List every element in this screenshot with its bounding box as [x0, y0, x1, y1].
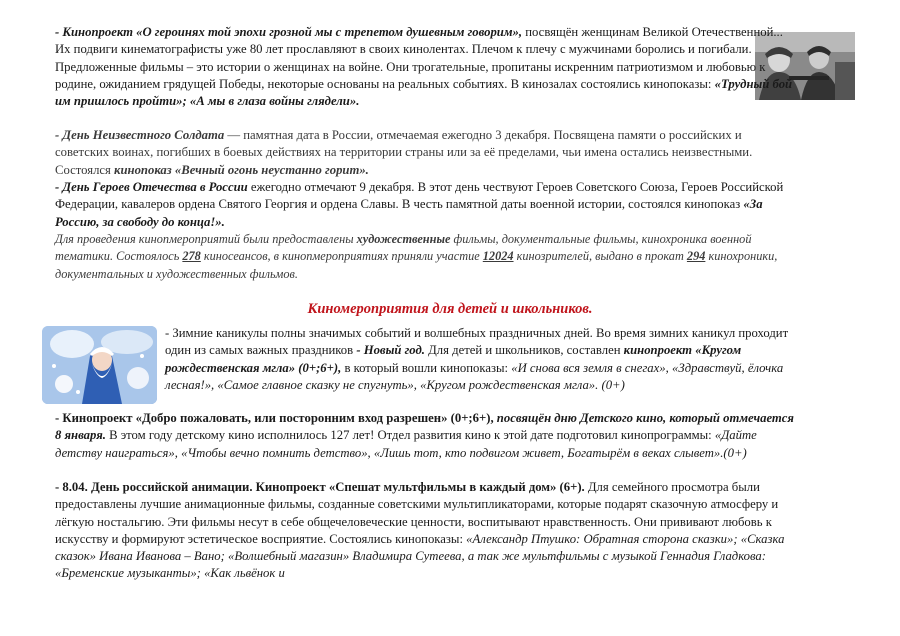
new-year-cartoon-art [42, 326, 157, 404]
children-cinema-project-title: - Кинопроект «Добро пожаловать, или посторонним вход разрешен» (0+;6+), [55, 411, 494, 425]
project-heroines-films: «Трудный бой им пришлось пройти»; «А мы в глаза войны глядели». [55, 76, 793, 109]
children-cinema-text: В этом году детскому кино исполнилось 127 лет! Отдел развития кино к этой дате подготовил кинопрограммы: [105, 428, 715, 443]
summary-text-2: фильмы, документальные фильмы, кинохроника военной тематики. Состоялось [55, 232, 752, 264]
new-year-label: - Новый год. [356, 343, 425, 358]
winter-holidays-text-3: в который вошли кинопоказы: [341, 360, 512, 375]
summary-viewers-count: 12024 [482, 249, 514, 264]
christmas-project-shows: «И снова вся земля в снегах», «Здравствуй, ёлочка лесная!», «Самое главное сказку не спугнуть», «Кругом рождественская мгла». (0+) [165, 360, 784, 392]
summary-text-5: кинохроники, документальных и художественных фильмов. [55, 249, 778, 281]
project-heroines-title: - Кинопроект «О героинях той эпохи грозной мы с трепетом душевным говорим», [55, 25, 523, 39]
christmas-project-title: кинопроект «Кругом рождественская мгла» (0+;6+), [165, 343, 742, 375]
unknown-soldier-show: кинопоказ «Вечный огонь неустанно горит». [114, 162, 369, 177]
project-heroines-text: посвящён женщинам Великой Отечественной... Их подвиги кинематографисты уже 80 лет прославляют в своих кинолентах. Плечом к плечу с мужчинами боролись и погибали. Предложенные фильмы – это истории о женщинах на войне. Они трогательные, пропитаны искренним патриотизмом и любовью к родине, ожиданием грядущей Победы, некоторые основаны на реальных событиях. В кинозалах состоялись кинопоказы: [55, 25, 783, 91]
animation-day-title: - 8.04. День российской анимации. Кинопроект «Спешат мультфильмы в каждый дом» (6+). [55, 480, 585, 494]
summary-sessions-count: 278 [182, 249, 201, 264]
section2-paragraph-winter-holidays [165, 325, 795, 394]
section1-paragraph-unknown-soldier [55, 127, 795, 179]
section1-paragraph-women-heroines [55, 24, 795, 110]
section2-title: Киномероприятия для детей и школьников. [307, 301, 593, 317]
children-cinema-shows: «Дайте детству наиграться», «Чтобы вечно помнить детство», «Лишь тот, кто подвигом живет, Богатырём в веках слывет».(0+) [55, 428, 757, 460]
unknown-soldier-text: — памятная дата в России, отмечаемая ежегодно 3 декабря. Посвящена памяти о российских и советских воинах, погибших в боевых действиях на территории страны или за её пределами, чьи имена остались неизвестными. Состоялся [55, 128, 753, 177]
winter-holidays-text-1: - Зимние каникулы полны значимых событий и волшебных праздничных дней. Во время зимних каникул проходит один из самых важных праздников [165, 326, 789, 358]
heroes-day-title: - День Героев Отечества в России [55, 180, 248, 194]
summary-text-4: кинозрителей, выдано в прокат [513, 249, 687, 264]
section1-summary [55, 231, 795, 283]
summary-genre: художественные [356, 232, 451, 246]
new-year-cartoon-image [42, 326, 157, 404]
animation-day-shows: «Александр Птушко: Обратная сторона сказки»; «Сказка сказок» Ивана Иванова – Вано; «Волшебный магазин» Владимира Сутеева, а так же мультфильмы с музыкой Геннадия Гладкова: «Бременские музыканты»; «Как львёнок и [55, 531, 785, 581]
summary-prints-count: 294 [686, 249, 706, 264]
winter-holidays-text-2: Для детей и школьников, составлен [424, 343, 624, 358]
section2-paragraph-children-cinema [55, 410, 795, 462]
heroes-day-show: «За Россию, за свободу до конца!». [55, 197, 763, 229]
heroes-day-text: ежегодно отмечают 9 декабря. В этот день чествуют Героев Советского Союза, Героев Российской Федерации, кавалеров ордена Святого Георгия и ордена Славы. В честь памятной даты военной истории, состоялся кинопоказ [55, 180, 784, 212]
section1-paragraph-heroes-day [55, 179, 795, 231]
animation-day-text: Для семейного просмотра были предоставлены лучшие анимационные фильмы, созданные советскими мультипликаторами, которые подарят сказочную атмосферу и лёгкую ностальгию. Эти фильмы несут в себе общечеловеческие ценности, воспитывают нравственность. Они прививают любовь к искусству и формируют эстетическое восприятие. Состоялись кинопоказы: [55, 480, 779, 546]
unknown-soldier-title: - День Неизвестного Солдата [55, 128, 225, 142]
children-cinema-dedication: посвящён дню Детского кино, который отмечается 8 января. [55, 411, 794, 443]
summary-text-1: Для проведения кинопмероприятий были предоставлены [55, 232, 357, 246]
section2-paragraph-animation-day [55, 479, 795, 583]
summary-text-3: киносеансов, в кинопмероприятиях приняли участие [200, 249, 483, 264]
